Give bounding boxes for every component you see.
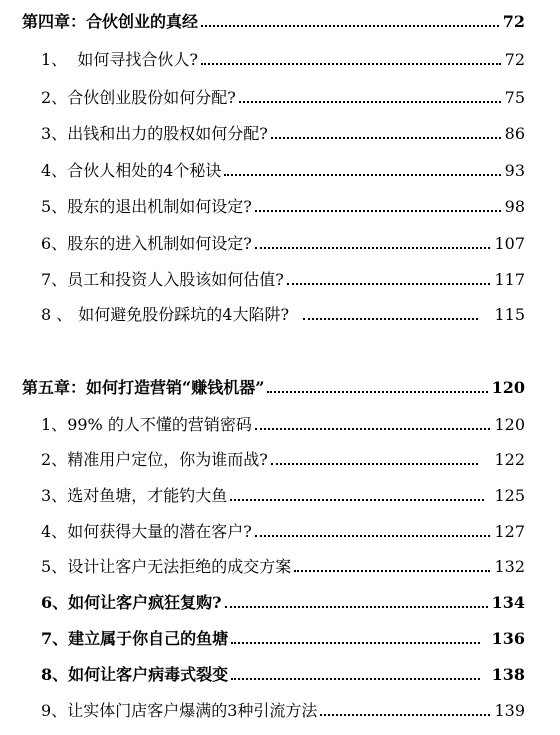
entry-title: [41, 486, 227, 506]
page-number: 75: [504, 88, 525, 107]
toc-entry[interactable]: [0, 482, 560, 506]
toc-entry[interactable]: [0, 661, 560, 685]
toc-entry[interactable]: [0, 589, 560, 613]
dot-leader: [231, 678, 479, 680]
page-number: 72: [502, 12, 525, 31]
entry-number: 5、: [41, 557, 68, 576]
page-number: 86: [504, 124, 525, 143]
dot-leader: [255, 428, 491, 430]
entry-text: 让实体门店客户爆满的3种引流方法: [67, 701, 318, 720]
entry-text: 股东的退出机制如何设定?: [67, 197, 252, 216]
entry-title: [41, 593, 222, 613]
entry-title: [41, 701, 317, 721]
entry-number: 6、: [41, 234, 68, 253]
toc-entry[interactable]: [0, 553, 560, 577]
entry-title: [41, 50, 198, 70]
entry-text: 99% 的人不懂的营销密码: [67, 415, 252, 434]
entry-title: [41, 124, 268, 144]
entry-title: [41, 234, 252, 254]
toc-entry[interactable]: [0, 411, 560, 435]
entry-title: [41, 450, 268, 470]
toc-entry[interactable]: [0, 266, 560, 290]
entry-title: [41, 305, 289, 325]
entry-text: 精准用户定位，你为谁而战?: [67, 450, 268, 469]
dot-leader: [255, 535, 491, 537]
entry-number: 3、: [41, 486, 68, 505]
entry-text: 如何让客户疯狂复购?: [68, 593, 222, 612]
dot-leader: [255, 247, 491, 249]
dot-leader: [201, 25, 499, 27]
page-number: 93: [504, 161, 525, 180]
chapter-heading[interactable]: [0, 8, 560, 32]
entry-number: 2、: [41, 450, 68, 469]
entry-title: [41, 522, 252, 542]
entry-title: [41, 197, 252, 217]
page-number: 139: [494, 701, 525, 720]
entry-number: 5、: [41, 197, 68, 216]
dot-leader: [231, 642, 479, 644]
entry-text: 如何让客户病毒式裂变: [68, 665, 229, 684]
entry-text: 设计让客户无法拒绝的成交方案: [67, 557, 292, 576]
dot-leader: [255, 210, 501, 212]
page-number: 125: [494, 486, 525, 505]
page-number: 117: [494, 270, 525, 289]
page-number: 132: [494, 557, 525, 576]
entry-text: 如何避免股份踩坑的4大陷阱?: [78, 305, 290, 324]
entry-title: [41, 270, 284, 290]
entry-text: 如何获得大量的潜在客户?: [67, 522, 252, 541]
chapter-heading[interactable]: [0, 374, 560, 398]
entry-title: [41, 665, 228, 685]
entry-number: 3、: [41, 124, 68, 143]
entry-text: 选对鱼塘，才能钓大鱼: [67, 486, 228, 505]
page-number: 122: [494, 450, 525, 469]
dot-leader: [294, 570, 490, 572]
entry-title: [41, 629, 228, 649]
entry-text: 员工和投资人入股该如何估值?: [67, 270, 284, 289]
toc-entry[interactable]: [0, 697, 560, 721]
entry-number: 1、: [41, 415, 68, 434]
entry-number: 1、: [41, 50, 68, 69]
entry-text: 股东的进入机制如何设定?: [67, 234, 252, 253]
entry-number: 7、: [41, 629, 69, 648]
entry-text: 合伙人相处的4个秘诀: [67, 161, 222, 180]
page-number: 72: [504, 50, 525, 69]
entry-number: 2、: [41, 88, 68, 107]
toc-entry[interactable]: [0, 518, 560, 542]
page-number: 138: [491, 665, 525, 684]
toc-entry[interactable]: [0, 230, 560, 254]
toc-entry[interactable]: [0, 157, 560, 181]
chapter-title: 第四章：合伙创业的真经: [22, 12, 199, 31]
page-number: 127: [494, 522, 525, 541]
entry-text: 建立属于你自己的鱼塘: [68, 629, 229, 648]
toc-entry[interactable]: [0, 84, 560, 108]
dot-leader: [271, 137, 501, 139]
dot-leader: [230, 499, 484, 501]
dot-leader: [201, 63, 501, 65]
entry-number: 9、: [41, 701, 68, 720]
dot-leader: [271, 463, 479, 465]
entry-number: 4、: [41, 522, 68, 541]
page-number: 120: [494, 415, 525, 434]
entry-number: 8、: [41, 665, 69, 684]
toc-entry[interactable]: [0, 301, 560, 325]
page-number: 98: [504, 197, 525, 216]
entry-text: 合伙创业股份如何分配?: [67, 88, 236, 107]
entry-text: 如何寻找合伙人?: [67, 50, 198, 69]
dot-leader: [239, 101, 501, 103]
page-number: 120: [491, 378, 525, 397]
toc-entry[interactable]: [0, 193, 560, 217]
entry-title: [41, 415, 252, 435]
page-number: 136: [491, 629, 525, 648]
entry-title: [41, 161, 221, 181]
entry-number: 4、: [41, 161, 68, 180]
entry-title: [41, 557, 291, 577]
toc-entry[interactable]: [0, 446, 560, 470]
page-number: 134: [491, 593, 525, 612]
entry-number: 7、: [41, 270, 68, 289]
entry-number: 8 、: [41, 305, 73, 324]
page-number: 107: [494, 234, 525, 253]
dot-leader: [225, 606, 488, 608]
dot-leader: [320, 714, 490, 716]
toc-entry[interactable]: [0, 625, 560, 649]
entry-number: 6、: [41, 593, 69, 612]
dot-leader: [267, 391, 487, 393]
chapter-title: 第五章：如何打造营销“赚钱机器”: [22, 378, 265, 397]
entry-title: [41, 88, 236, 108]
toc-entry[interactable]: [0, 46, 560, 70]
dot-leader: [287, 283, 491, 285]
toc-entry[interactable]: [0, 120, 560, 144]
page-number: 115: [494, 305, 525, 324]
dot-leader: [303, 318, 478, 320]
dot-leader: [224, 174, 500, 176]
entry-text: 出钱和出力的股权如何分配?: [67, 124, 268, 143]
